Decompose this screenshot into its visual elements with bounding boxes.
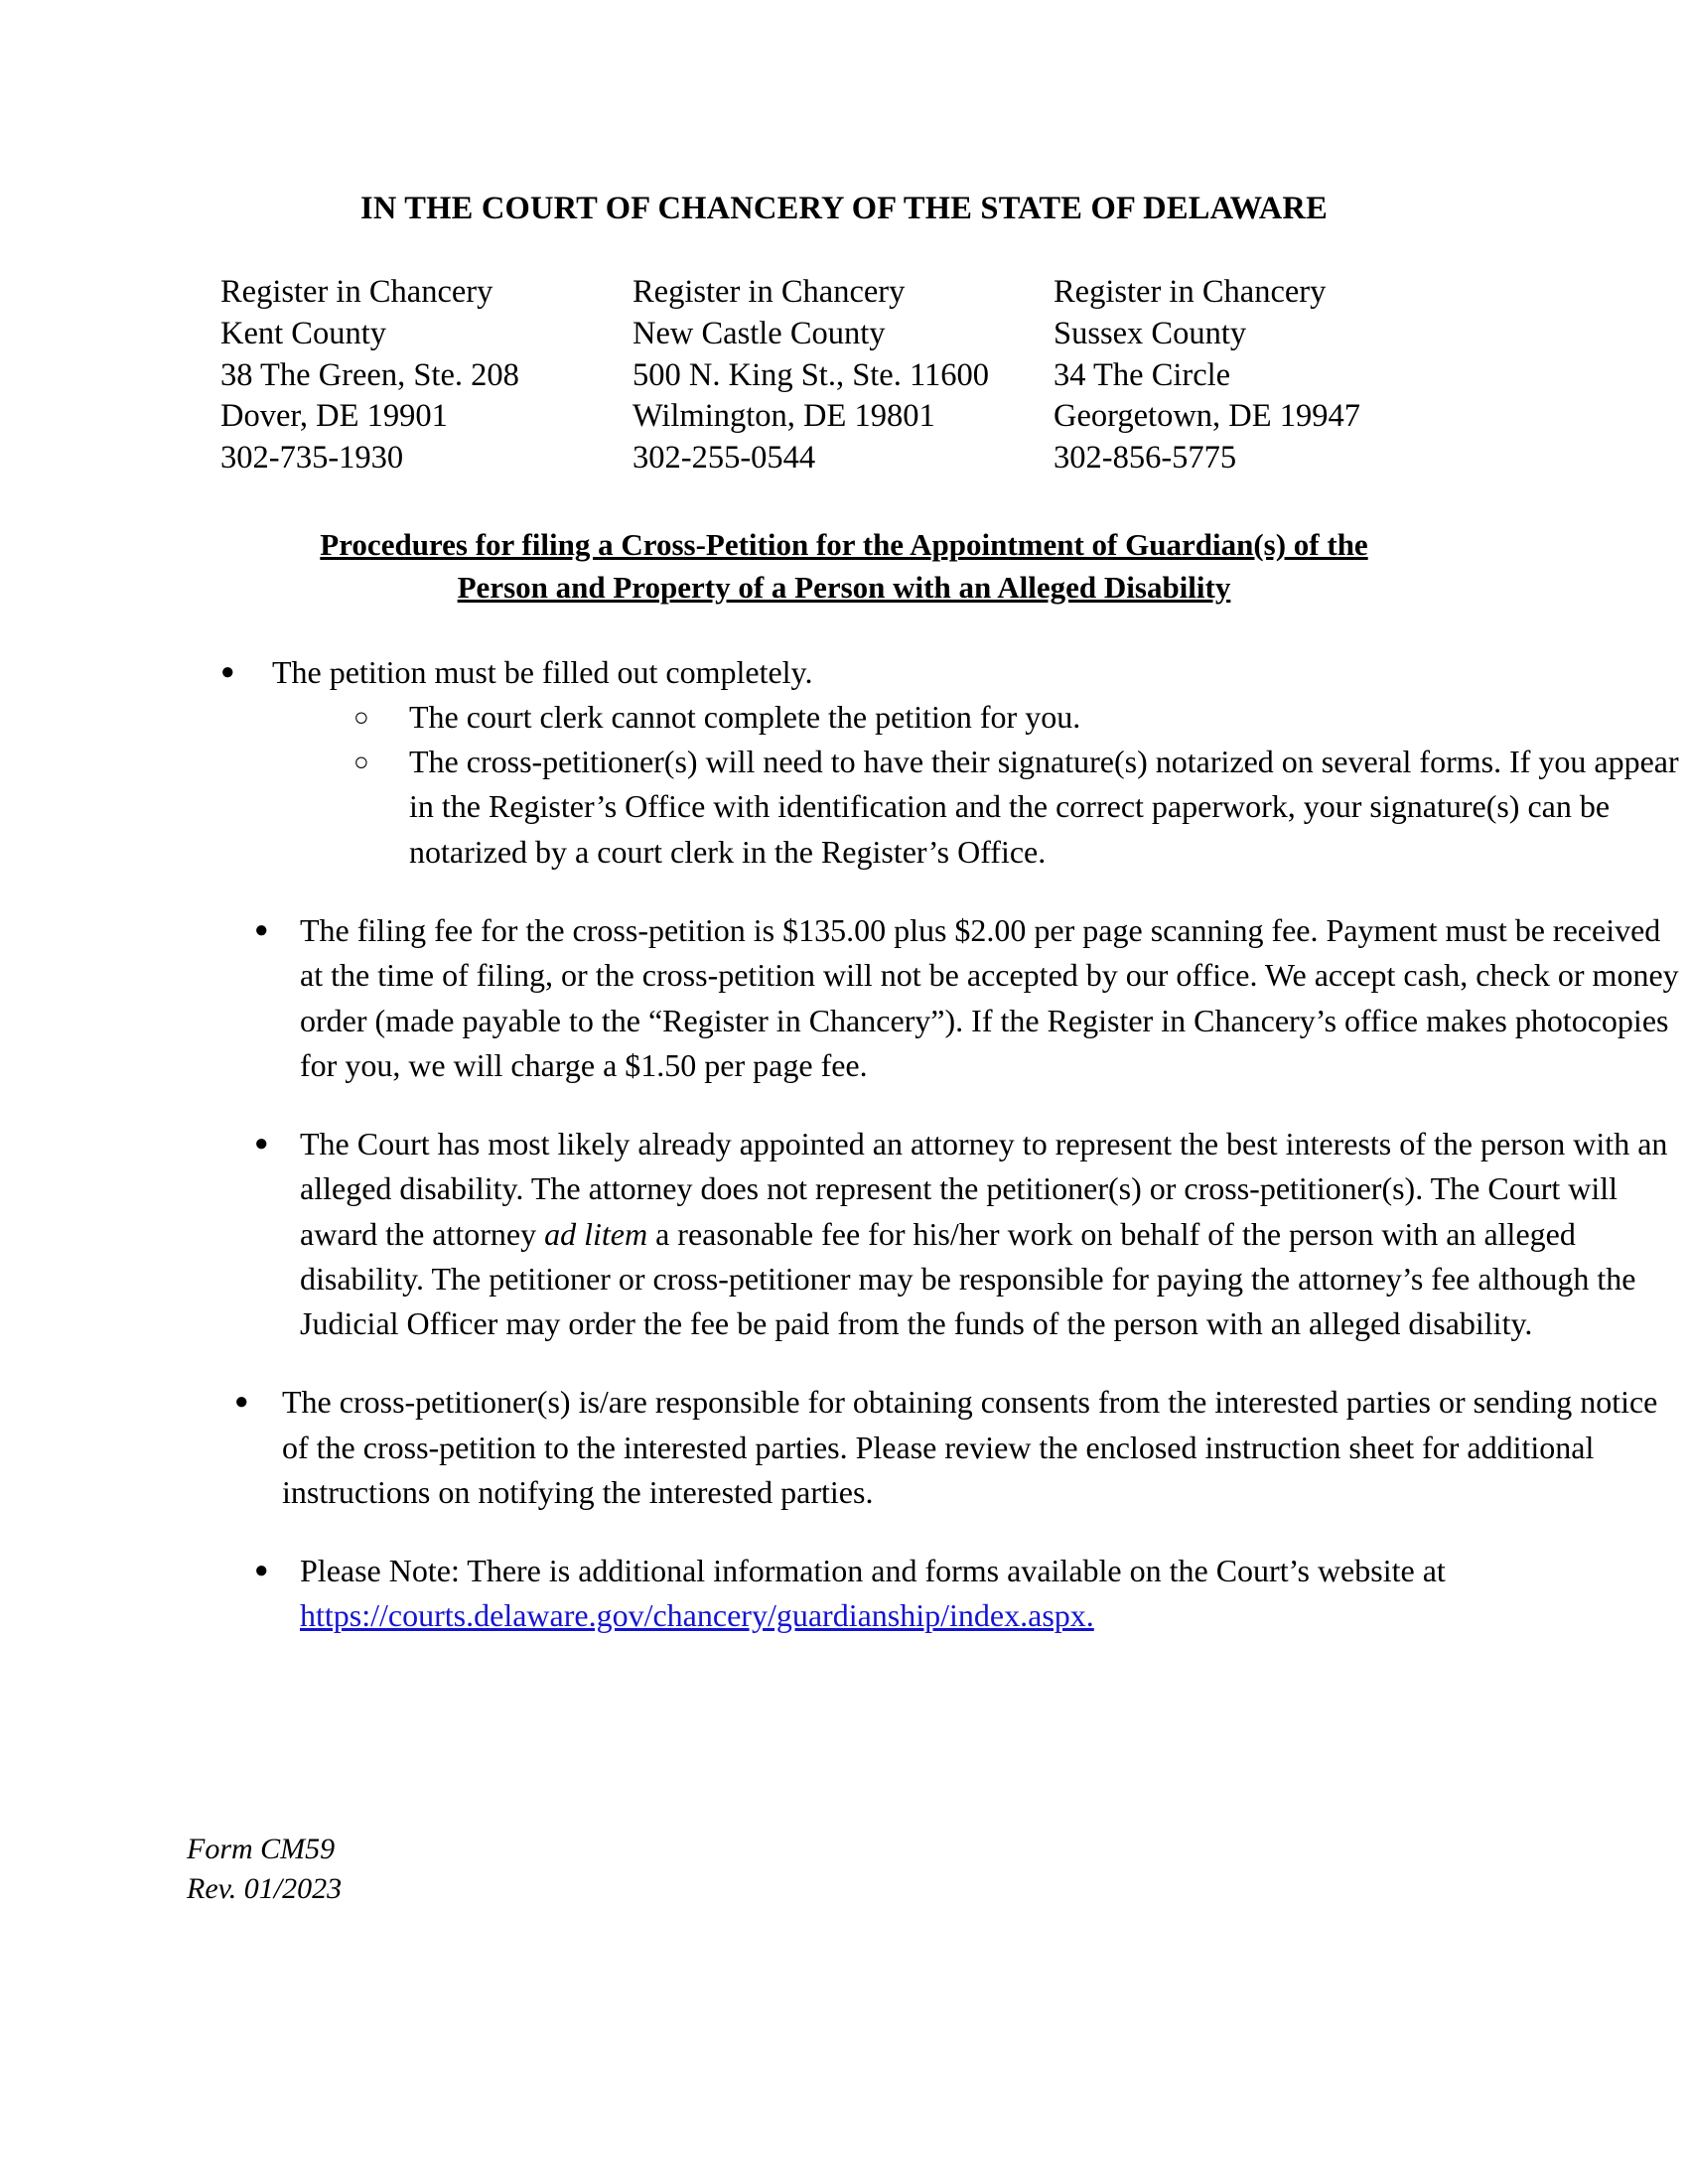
procedures-bullet-list — [0, 650, 1688, 1639]
subbullet-notarization-text: The cross-petitioner(s) will need to have their signature(s) notarized on several forms. If you appear in the Register’s Office with identification and the correct paperwork, your signature(s) can be notarized by a court clerk in the Register’s Office. — [409, 744, 1679, 870]
bullet-filing-fee-text: The filing fee for the cross-petition is $135.00 plus $2.00 per page scanning fee. Payment must be received at the time of filing, or the cross-petition will not be accepted by our office. We accept cash, check or money order (made payable to the “Register in Chancery”). If the Register in Chancery’s office makes photocopies for you, we will charge a $1.50 per page fee. — [300, 912, 1679, 1083]
bullet-consents-notice — [234, 1380, 1688, 1515]
procedures-heading-line2: Person and Property of a Person with an Alleged Disability — [457, 569, 1231, 605]
bullet-attorney-ad-litem-text — [300, 1122, 1688, 1346]
office-sussex-county: Sussex County — [1054, 315, 1247, 351]
bullet-please-note-text — [300, 1549, 1688, 1639]
bullet-please-note-part1: Please Note: There is additional information and forms available on the Court’s website at — [300, 1553, 1446, 1589]
office-new-castle-register: Register in Chancery — [633, 274, 906, 311]
court-heading: IN THE COURT OF CHANCERY OF THE STATE OF DELAWARE — [360, 191, 1328, 226]
procedures-heading-line1: Procedures for filing a Cross-Petition for the Appointment of Guardian(s) of the — [320, 527, 1368, 563]
office-kent-county: Kent County — [220, 315, 387, 351]
register-offices-block — [0, 272, 1688, 478]
form-number: Form CM59 — [187, 1833, 336, 1865]
office-sussex-street: 34 The Circle — [1054, 356, 1231, 393]
office-new-castle-county: New Castle County — [633, 315, 886, 351]
office-sussex-register: Register in Chancery — [1054, 274, 1327, 311]
office-kent-city-state-zip: Dover, DE 19901 — [220, 398, 448, 435]
office-kent — [220, 272, 633, 478]
guardianship-website-link[interactable]: https://courts.delaware.gov/chancery/guardianship/index.aspx. — [300, 1597, 1094, 1634]
bullet-consents-notice-text: The cross-petitioner(s) is/are responsible for obtaining consents from the interested parties or sending notice of the cross-petition to the interested parties. Please review the enclosed instruction sheet for additional instructions on notifying the interested parties. — [282, 1384, 1658, 1510]
procedures-heading — [0, 478, 1688, 608]
office-kent-street: 38 The Green, Ste. 208 — [220, 356, 519, 393]
office-kent-register: Register in Chancery — [220, 274, 493, 311]
subbullet-clerk-cannot-complete-text: The court clerk cannot complete the petition for you. — [409, 698, 1081, 735]
office-new-castle — [633, 272, 1054, 478]
bullet-attorney-part1: The Court has most likely already appointed an attorney to represent the best interests of the person with an alleged disability. The attorney does not represent the petitioner(s) or cross-petitioner(s). The Court will award the attorney — [300, 1126, 1668, 1252]
form-footer — [187, 1830, 342, 1909]
office-sussex — [1054, 272, 1360, 478]
bullet-disc-icon: ● — [254, 1131, 269, 1158]
bullet-petition-complete-text: The petition must be filled out completely. — [272, 653, 813, 690]
office-new-castle-street: 500 N. King St., Ste. 11600 — [633, 356, 990, 393]
subbullet-notarization — [353, 740, 1688, 875]
subbullet-clerk-cannot-complete — [353, 695, 1688, 740]
office-sussex-city-state-zip: Georgetown, DE 19947 — [1054, 398, 1361, 435]
bullet-disc-icon: ● — [234, 1389, 249, 1416]
office-sussex-phone: 302-856-5775 — [1054, 439, 1237, 476]
bullet-please-note-website — [254, 1549, 1688, 1639]
bullet-filing-fee — [254, 908, 1688, 1088]
bullet-attorney-ad-litem-italic: ad litem — [544, 1215, 648, 1252]
bullet-disc-icon: ● — [254, 917, 269, 943]
sub-bullet-circle-icon: ○ — [353, 748, 369, 777]
office-kent-phone: 302-735-1930 — [220, 439, 404, 476]
bullet-attorney-part2: a reasonable fee for his/her work on behalf of the person with an alleged disability. The petitioner or cross-petitioner may be responsible for paying the attorney’s fee although the Judicial Officer may order the fee be paid from the funds of the person with an alleged disability. — [300, 1215, 1636, 1342]
bullet-attorney-ad-litem — [254, 1122, 1688, 1346]
form-revision: Rev. 01/2023 — [187, 1871, 343, 1905]
office-new-castle-city-state-zip: Wilmington, DE 19801 — [633, 398, 935, 435]
office-new-castle-phone: 302-255-0544 — [633, 439, 816, 476]
bullet-petition-complete-sublist — [272, 695, 1688, 875]
sub-bullet-circle-icon: ○ — [353, 702, 369, 732]
bullet-disc-icon: ● — [254, 1558, 269, 1584]
bullet-petition-complete — [220, 650, 1688, 875]
bullet-disc-icon: ● — [220, 658, 235, 685]
